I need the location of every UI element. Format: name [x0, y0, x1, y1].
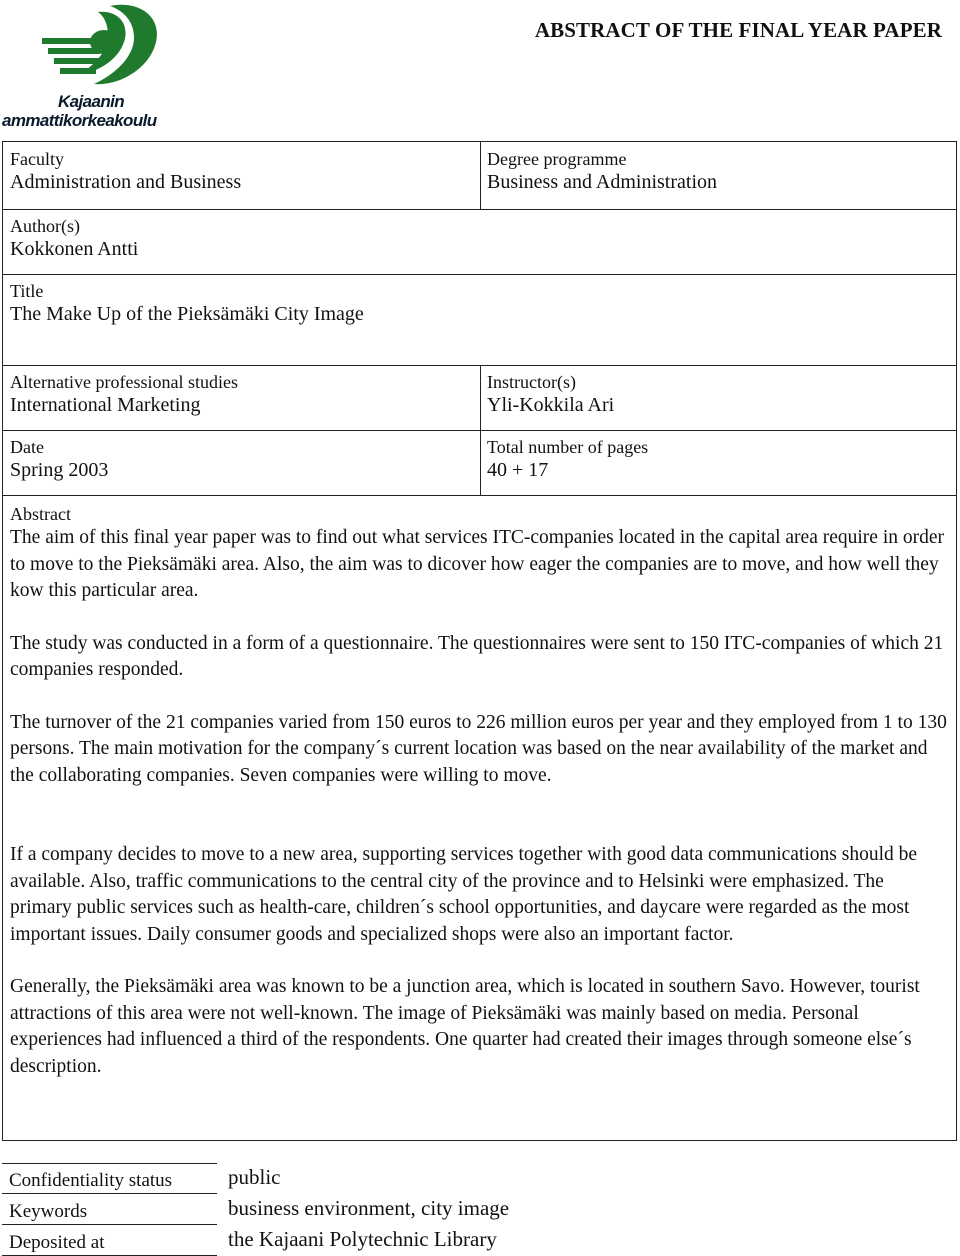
instructor-value: Yli-Kokkila Ari [487, 394, 615, 416]
abstract-paragraph: If a company decides to move to a new area, supporting services together with good data communications should be available. Also, traffic communications to the central city of the province and to Helsinki were emphasized. The primary public services such as health-care, children´s school opportunities, and daycare were regarded as the most important issues. Daily consumer goods and specialized shops were also an important factor. [10, 844, 918, 945]
instructor-label: Instructor(s) [487, 372, 576, 392]
alt-studies-field [3, 365, 480, 430]
degree-label: Degree programme [487, 149, 627, 169]
deposited-label: Deposited at [9, 1232, 105, 1253]
degree-field [480, 142, 956, 209]
confidentiality-value: public [228, 1165, 281, 1189]
author-field [3, 209, 956, 274]
faculty-label: Faculty [10, 149, 64, 169]
logo-line-2: ammattikorkeakoulu [2, 111, 157, 130]
footer-metadata [2, 1163, 957, 1256]
faculty-field [3, 142, 480, 209]
logo-emblem-icon [38, 2, 160, 90]
date-label: Date [10, 437, 44, 457]
alt-studies-value: International Marketing [10, 394, 201, 416]
confidentiality-row [2, 1163, 957, 1194]
author-label: Author(s) [10, 216, 80, 236]
abstract-paragraph: The turnover of the 21 companies varied from 150 euros to 226 million euros per year and they employed from 1 to 130 persons. The main motivation for the company´s current location was based on the near availability of the market and the collaborating companies. Seven companies were willing to move. [10, 711, 947, 786]
title-label: Title [10, 281, 44, 301]
keywords-row [2, 1194, 957, 1225]
abstract-paragraph: Generally, the Pieksämäki area was known to be a junction area, which is located in southern Savo. However, tourist attractions of this area were not well-known. The image of Pieksämäki was mainly based on media. Personal experiences had influenced a third of the respondents. One quarter had created their images through someone else´s description. [10, 976, 920, 1077]
instructor-field [480, 365, 956, 430]
confidentiality-label: Confidentiality status [9, 1170, 173, 1191]
abstract-form [2, 141, 957, 1141]
institution-logo [0, 0, 210, 135]
date-field [3, 430, 480, 495]
logo-wordmark [2, 92, 157, 130]
title-value: The Make Up of the Pieksämäki City Image [10, 303, 364, 325]
logo-line-1: Kajaanin [58, 92, 125, 111]
deposited-value: the Kajaani Polytechnic Library [228, 1227, 497, 1251]
pages-field [480, 430, 956, 495]
faculty-value: Administration and Business [10, 171, 242, 193]
keywords-value: business environment, city image [228, 1196, 510, 1220]
abstract-section [3, 495, 948, 1106]
abstract-paragraph: The study was conducted in a form of a questionnaire. The questionnaires were sent to 150 ITC-companies of which 21 companies responded. [10, 632, 944, 680]
author-value: Kokkonen Antti [10, 238, 139, 260]
title-field [3, 274, 956, 365]
date-value: Spring 2003 [10, 459, 109, 481]
keywords-label: Keywords [9, 1201, 88, 1222]
abstract-label: Abstract [10, 504, 71, 524]
deposited-row [2, 1225, 957, 1256]
page-title: ABSTRACT OF THE FINAL YEAR PAPER [534, 18, 942, 42]
degree-value: Business and Administration [487, 171, 717, 193]
pages-value: 40 + 17 [487, 459, 549, 481]
pages-label: Total number of pages [487, 437, 649, 457]
alt-studies-label: Alternative professional studies [10, 372, 238, 392]
abstract-paragraph: The aim of this final year paper was to find out what services ITC-companies located in the capital area require in order to move to the Pieksämäki area. Also, the aim was to dicover how eager the companies are to move, and how well they kow this particular area. [10, 527, 945, 601]
